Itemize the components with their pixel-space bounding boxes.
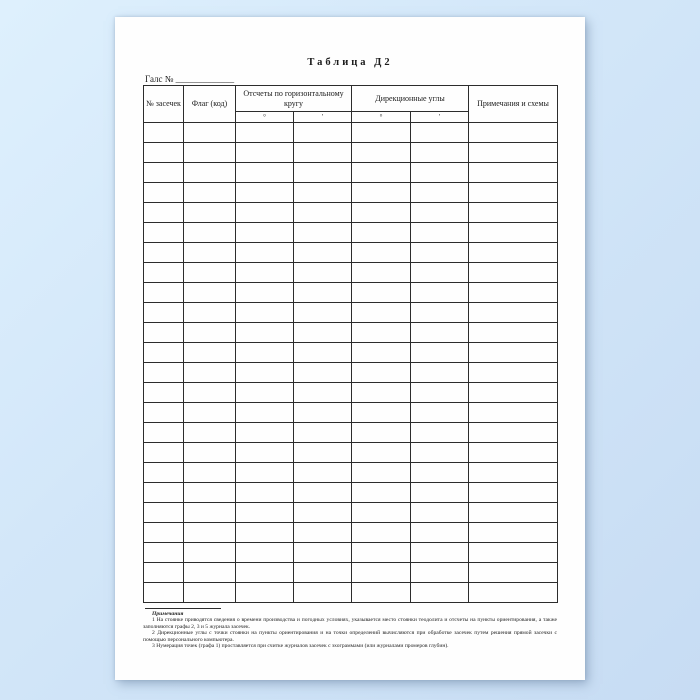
table-cell-empty bbox=[184, 223, 236, 243]
table-cell-empty bbox=[469, 503, 558, 523]
table-cell-empty bbox=[352, 263, 411, 283]
table-cell-empty bbox=[294, 143, 352, 163]
table-cell-empty bbox=[184, 403, 236, 423]
table-cell-empty bbox=[469, 543, 558, 563]
table-cell-empty bbox=[294, 243, 352, 263]
table-cell-empty bbox=[184, 243, 236, 263]
table-cell-empty bbox=[352, 543, 411, 563]
table-cell-empty bbox=[469, 243, 558, 263]
table-cell-empty bbox=[236, 163, 294, 183]
table-cell-empty bbox=[184, 323, 236, 343]
table-cell-empty bbox=[352, 223, 411, 243]
table-cell-empty bbox=[352, 183, 411, 203]
table-cell-empty bbox=[144, 163, 184, 183]
table-cell-empty bbox=[352, 563, 411, 583]
table-cell-empty bbox=[469, 303, 558, 323]
table-cell-empty bbox=[236, 443, 294, 463]
table-row bbox=[144, 523, 558, 543]
table-cell-empty bbox=[144, 283, 184, 303]
gals-blank-field: _____________ bbox=[175, 74, 235, 84]
table-cell-empty bbox=[236, 203, 294, 223]
table-row bbox=[144, 383, 558, 403]
table-cell-empty bbox=[352, 123, 411, 143]
table-cell-empty bbox=[411, 143, 469, 163]
table-cell-empty bbox=[184, 503, 236, 523]
table-cell-empty bbox=[294, 423, 352, 443]
table-row bbox=[144, 343, 558, 363]
table-cell-empty bbox=[294, 343, 352, 363]
table-cell-empty bbox=[294, 183, 352, 203]
note-item: 2 Дирекционные углы с точки стоянки на пункты ориентирования и на точки определений вычисляются при обработке засечек путем решения прямой засечки с помощью персонального компьютера. bbox=[143, 630, 557, 643]
table-cell-empty bbox=[294, 303, 352, 323]
table-row bbox=[144, 583, 558, 603]
document-page bbox=[115, 17, 585, 680]
table-cell-empty bbox=[294, 123, 352, 143]
table-cell-empty bbox=[469, 223, 558, 243]
table-cell-empty bbox=[411, 563, 469, 583]
table-cell-empty bbox=[294, 203, 352, 223]
table-row bbox=[144, 423, 558, 443]
table-cell-empty bbox=[144, 303, 184, 323]
table-cell-empty bbox=[144, 383, 184, 403]
table-row bbox=[144, 263, 558, 283]
notes-heading: Примечания bbox=[152, 611, 184, 617]
table-cell-empty bbox=[411, 363, 469, 383]
table-row bbox=[144, 183, 558, 203]
table-cell-empty bbox=[411, 343, 469, 363]
table-cell-empty bbox=[236, 143, 294, 163]
table-header bbox=[144, 86, 558, 123]
gals-label: Галс № bbox=[145, 74, 174, 84]
table-row bbox=[144, 163, 558, 183]
table-cell-empty bbox=[236, 423, 294, 443]
table-cell-empty bbox=[469, 583, 558, 603]
table-cell-empty bbox=[352, 143, 411, 163]
table-row bbox=[144, 323, 558, 343]
table-cell-empty bbox=[294, 543, 352, 563]
table-cell-empty bbox=[294, 223, 352, 243]
table-cell-empty bbox=[411, 423, 469, 443]
table-row bbox=[144, 143, 558, 163]
table-row bbox=[144, 463, 558, 483]
table-cell-empty bbox=[294, 283, 352, 303]
table-cell-empty bbox=[236, 403, 294, 423]
table-cell-empty bbox=[469, 383, 558, 403]
note-item: 3 Нумерация точек (графа 1) проставляется при считке журналов засечек с эхограммами (или журналами промеров глубин). bbox=[152, 643, 449, 650]
table-cell-empty bbox=[184, 443, 236, 463]
table-cell-empty bbox=[469, 123, 558, 143]
table-cell-empty bbox=[469, 143, 558, 163]
table-cell-empty bbox=[236, 223, 294, 243]
table-cell-empty bbox=[411, 583, 469, 603]
table-row bbox=[144, 283, 558, 303]
table-cell-empty bbox=[411, 183, 469, 203]
table-cell-empty bbox=[184, 463, 236, 483]
table-cell-empty bbox=[469, 283, 558, 303]
table-cell-empty bbox=[352, 443, 411, 463]
table-cell-empty bbox=[236, 263, 294, 283]
table-cell-empty bbox=[469, 403, 558, 423]
table-cell-empty bbox=[294, 363, 352, 383]
table-row bbox=[144, 203, 558, 223]
table-cell-empty bbox=[144, 343, 184, 363]
subheader-degrees-readings: ° bbox=[236, 112, 294, 123]
table-cell-empty bbox=[352, 243, 411, 263]
table-cell-empty bbox=[294, 263, 352, 283]
table-row bbox=[144, 403, 558, 423]
table-cell-empty bbox=[236, 503, 294, 523]
table-cell-empty bbox=[236, 343, 294, 363]
table-cell-empty bbox=[469, 463, 558, 483]
table-cell-empty bbox=[294, 323, 352, 343]
table-cell-empty bbox=[469, 203, 558, 223]
col-header-fix-number: № засечек bbox=[144, 86, 184, 123]
table-cell-empty bbox=[294, 383, 352, 403]
table-cell-empty bbox=[411, 323, 469, 343]
table-cell-empty bbox=[144, 443, 184, 463]
table-row bbox=[144, 123, 558, 143]
table-cell-empty bbox=[184, 123, 236, 143]
table-cell-empty bbox=[469, 423, 558, 443]
table-cell-empty bbox=[352, 323, 411, 343]
col-header-notes-schemes: Примечания и схемы bbox=[469, 86, 558, 123]
table-cell-empty bbox=[352, 583, 411, 603]
table-cell-empty bbox=[184, 303, 236, 323]
table-cell-empty bbox=[184, 343, 236, 363]
col-header-flag-code: Флаг (код) bbox=[184, 86, 236, 123]
table-cell-empty bbox=[184, 263, 236, 283]
table-cell-empty bbox=[144, 423, 184, 443]
table-cell-empty bbox=[411, 403, 469, 423]
col-header-directional-angles: Дирекционные углы bbox=[352, 86, 469, 112]
table-cell-empty bbox=[184, 163, 236, 183]
table-cell-empty bbox=[411, 383, 469, 403]
page-title: Таблица Д2 bbox=[307, 57, 393, 68]
table-row bbox=[144, 563, 558, 583]
table-cell-empty bbox=[469, 183, 558, 203]
table-cell-empty bbox=[411, 203, 469, 223]
table-row bbox=[144, 443, 558, 463]
table-cell-empty bbox=[352, 283, 411, 303]
table-cell-empty bbox=[236, 303, 294, 323]
table-cell-empty bbox=[144, 123, 184, 143]
notes-block bbox=[143, 611, 557, 650]
table-cell-empty bbox=[469, 343, 558, 363]
table-cell-empty bbox=[184, 563, 236, 583]
table-cell-empty bbox=[411, 263, 469, 283]
table-cell-empty bbox=[352, 203, 411, 223]
table-cell-empty bbox=[236, 383, 294, 403]
table-cell-empty bbox=[236, 123, 294, 143]
table-cell-empty bbox=[352, 343, 411, 363]
table-cell-empty bbox=[144, 503, 184, 523]
table-cell-empty bbox=[411, 463, 469, 483]
table-cell-empty bbox=[411, 303, 469, 323]
table-row bbox=[144, 483, 558, 503]
subheader-minutes-angles: ′ bbox=[411, 112, 469, 123]
table-cell-empty bbox=[236, 543, 294, 563]
table-cell-empty bbox=[294, 583, 352, 603]
col-header-horizontal-circle-readings: Отсчеты по горизонтальному кругу bbox=[236, 86, 352, 112]
table-cell-empty bbox=[411, 283, 469, 303]
table-cell-empty bbox=[144, 403, 184, 423]
table-cell-empty bbox=[294, 163, 352, 183]
table-cell-empty bbox=[184, 143, 236, 163]
table-cell-empty bbox=[352, 503, 411, 523]
table-cell-empty bbox=[236, 183, 294, 203]
table-cell-empty bbox=[184, 423, 236, 443]
table-cell-empty bbox=[144, 183, 184, 203]
table-cell-empty bbox=[184, 203, 236, 223]
note-item: 1 На стоянке приводятся сведения о времени производства и погодных условиях, указывается место стоянки теодолита и отсчеты на пункты ориентирования, а также заполняются графы 2, 3 и 5 журнала засечек. bbox=[143, 617, 557, 630]
table-cell-empty bbox=[294, 523, 352, 543]
table-cell-empty bbox=[411, 543, 469, 563]
table-cell-empty bbox=[144, 223, 184, 243]
table-cell-empty bbox=[411, 163, 469, 183]
table-row bbox=[144, 503, 558, 523]
table-cell-empty bbox=[144, 543, 184, 563]
table-cell-empty bbox=[352, 483, 411, 503]
table-cell-empty bbox=[236, 323, 294, 343]
table-cell-empty bbox=[144, 243, 184, 263]
table-cell-empty bbox=[236, 563, 294, 583]
table-cell-empty bbox=[469, 483, 558, 503]
table-cell-empty bbox=[411, 223, 469, 243]
table-cell-empty bbox=[352, 363, 411, 383]
table-cell-empty bbox=[144, 483, 184, 503]
table-cell-empty bbox=[294, 503, 352, 523]
table-cell-empty bbox=[144, 563, 184, 583]
table-cell-empty bbox=[411, 123, 469, 143]
table-cell-empty bbox=[352, 423, 411, 443]
table-cell-empty bbox=[352, 463, 411, 483]
table-row bbox=[144, 543, 558, 563]
table-cell-empty bbox=[144, 263, 184, 283]
table-cell-empty bbox=[294, 403, 352, 423]
subheader-degrees-angles: ° bbox=[352, 112, 411, 123]
table-cell-empty bbox=[184, 583, 236, 603]
table-cell-empty bbox=[294, 483, 352, 503]
table-cell-empty bbox=[144, 363, 184, 383]
table-cell-empty bbox=[411, 243, 469, 263]
table-cell-empty bbox=[144, 583, 184, 603]
table-cell-empty bbox=[144, 323, 184, 343]
table-cell-empty bbox=[411, 443, 469, 463]
table-cell-empty bbox=[469, 363, 558, 383]
footnote-separator bbox=[145, 608, 221, 609]
table-cell-empty bbox=[144, 523, 184, 543]
table-cell-empty bbox=[184, 363, 236, 383]
table-cell-empty bbox=[184, 523, 236, 543]
table-cell-empty bbox=[184, 383, 236, 403]
table-cell-empty bbox=[144, 143, 184, 163]
table-cell-empty bbox=[236, 283, 294, 303]
table-cell-empty bbox=[184, 543, 236, 563]
table-cell-empty bbox=[184, 483, 236, 503]
table-cell-empty bbox=[411, 503, 469, 523]
subheader-minutes-readings: ′ bbox=[294, 112, 352, 123]
table-cell-empty bbox=[469, 263, 558, 283]
table-cell-empty bbox=[144, 463, 184, 483]
table-body bbox=[144, 123, 558, 603]
table-cell-empty bbox=[294, 463, 352, 483]
table-row bbox=[144, 363, 558, 383]
table-row bbox=[144, 243, 558, 263]
table-cell-empty bbox=[411, 483, 469, 503]
table-cell-empty bbox=[236, 463, 294, 483]
survey-table bbox=[143, 85, 558, 603]
gals-line bbox=[145, 74, 234, 84]
table-cell-empty bbox=[184, 183, 236, 203]
table-cell-empty bbox=[352, 383, 411, 403]
table-cell-empty bbox=[144, 203, 184, 223]
table-cell-empty bbox=[352, 523, 411, 543]
table-cell-empty bbox=[184, 283, 236, 303]
table-cell-empty bbox=[236, 363, 294, 383]
table-cell-empty bbox=[469, 323, 558, 343]
table-cell-empty bbox=[469, 563, 558, 583]
table-cell-empty bbox=[352, 303, 411, 323]
table-cell-empty bbox=[469, 163, 558, 183]
table-row bbox=[144, 223, 558, 243]
table-row bbox=[144, 303, 558, 323]
table-cell-empty bbox=[469, 443, 558, 463]
table-cell-empty bbox=[352, 403, 411, 423]
table-cell-empty bbox=[294, 443, 352, 463]
table-cell-empty bbox=[411, 523, 469, 543]
table-cell-empty bbox=[352, 163, 411, 183]
table-cell-empty bbox=[236, 523, 294, 543]
table-cell-empty bbox=[236, 583, 294, 603]
table-cell-empty bbox=[236, 483, 294, 503]
table-cell-empty bbox=[469, 523, 558, 543]
table-cell-empty bbox=[294, 563, 352, 583]
table-cell-empty bbox=[236, 243, 294, 263]
